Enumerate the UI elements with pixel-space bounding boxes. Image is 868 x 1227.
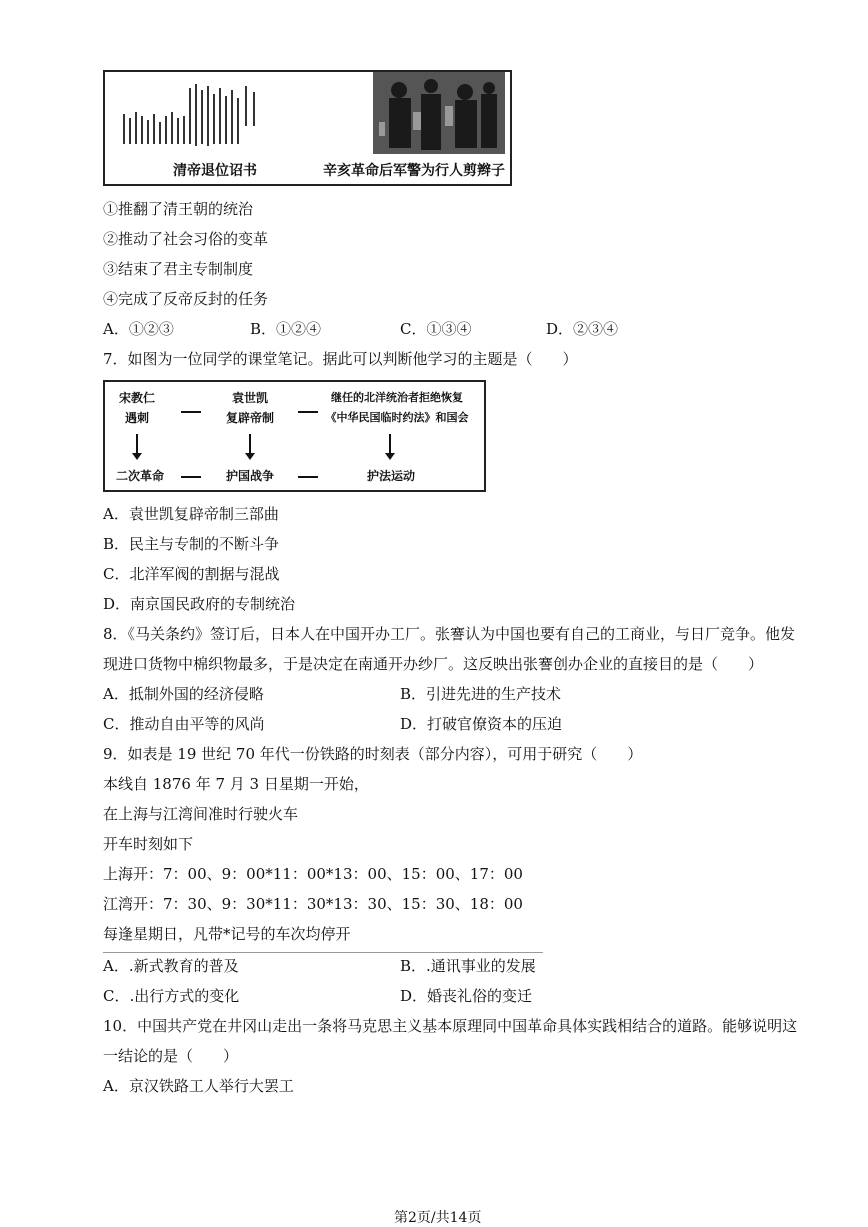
q9-option-c[interactable]: C．.出行方式的变化: [103, 987, 240, 1005]
q8-stem-line1: 8．《马关条约》签订后，日本人在中国开办工厂。张謇认为中国也要有自己的工商业，与日厂竞争。他发: [103, 625, 796, 643]
q6-option-a[interactable]: A．①②③: [103, 320, 174, 338]
flow-beiyang-refuse: 继任的北洋统治者拒绝恢复 《中华民国临时约法》和国会: [325, 391, 469, 424]
abdication-edict-image: [113, 76, 273, 160]
q9-stem: 9．如表是 19 世纪 70 年代一份铁路的时刻表（部分内容），可用于研究（ ）: [103, 745, 643, 763]
q8-option-d[interactable]: D．打破官僚资本的压迫: [400, 715, 563, 733]
q10-stem-line2: 一结论的是（ ）: [103, 1047, 239, 1065]
arrow-right-4: [298, 476, 318, 478]
q9-timetable-divider: [103, 952, 543, 953]
arrow-right-1: [181, 411, 201, 413]
q8-option-a[interactable]: A．抵制外国的经济侵略: [103, 685, 264, 703]
q7-option-b[interactable]: B．民主与专制的不断斗争: [103, 535, 280, 553]
q7-option-d[interactable]: D．南京国民政府的专制统治: [103, 595, 296, 613]
arrow-right-3: [181, 476, 201, 478]
q6-option-b[interactable]: B．①②④: [250, 320, 322, 338]
q10-stem-line1: 10．中国共产党在井冈山走出一条将马克思主义基本原理同中国革命具体实践相结合的道路。能够说明这: [103, 1017, 798, 1035]
flow-constitution-protection: 护法运动: [366, 469, 415, 483]
figure-abdication-photo: [103, 70, 512, 186]
q8-option-b[interactable]: B．引进先进的生产技术: [400, 685, 562, 703]
q6-statement-1: ①推翻了清王朝的统治: [103, 200, 254, 218]
q6-option-d[interactable]: D．②③④: [546, 320, 619, 338]
q7-flow-diagram: [103, 380, 486, 492]
arrow-down-1: [136, 434, 138, 454]
q9-option-a[interactable]: A．.新式教育的普及: [103, 957, 239, 975]
q9-timetable-line-6: 每逢星期日，凡带*记号的车次均停开: [103, 925, 351, 943]
caption-queue-cutting: 辛亥革命后军警为行人剪辫子: [323, 163, 505, 179]
flow-national-protection-war: 护国战争: [225, 469, 274, 483]
q6-statement-3: ③结束了君主专制制度: [103, 260, 254, 278]
q8-stem-line2: 现进口货物中棉织物最多，于是决定在南通开办纱厂。这反映出张謇创办企业的直接目的是（ ）: [103, 655, 764, 673]
q7-option-a[interactable]: A．袁世凯复辟帝制三部曲: [103, 505, 279, 523]
q9-timetable-line-2: 在上海与江湾间准时行驶火车: [103, 805, 299, 823]
q9-option-d[interactable]: D．婚丧礼俗的变迁: [400, 987, 533, 1005]
caption-abdication-edict: 清帝退位诏书: [173, 163, 257, 179]
flow-second-revolution: 二次革命: [115, 469, 164, 483]
q9-option-b[interactable]: B．.通讯事业的发展: [400, 957, 536, 975]
q9-timetable-line-4: 上海开：7：00、9：00*11：00*13：00、15：00、17：00: [103, 865, 523, 883]
arrow-down-2: [249, 434, 251, 454]
flow-song-jiaoren: 宋教仁 遇刺: [118, 391, 155, 425]
q8-option-c[interactable]: C．推动自由平等的风尚: [103, 715, 265, 733]
page-number: 第2页/共14页: [394, 1210, 482, 1226]
queue-cutting-photo: [369, 72, 509, 156]
q10-option-a[interactable]: A．京汉铁路工人举行大罢工: [103, 1077, 294, 1095]
q6-option-c[interactable]: C．①③④: [400, 320, 472, 338]
q9-timetable-line-1: 本线自 1876 年 7 月 3 日星期一开始，: [103, 775, 369, 793]
q7-option-c[interactable]: C．北洋军阀的割据与混战: [103, 565, 280, 583]
q7-stem: 7．如图为一位同学的课堂笔记。据此可以判断他学习的主题是（ ）: [103, 350, 578, 368]
flow-yuan-shikai: 袁世凯 复辟帝制: [225, 391, 274, 425]
q6-statement-4: ④完成了反帝反封的任务: [103, 290, 269, 308]
arrow-down-3: [389, 434, 391, 454]
q9-timetable-line-3: 开车时刻如下: [103, 835, 194, 853]
q6-statement-2: ②推动了社会习俗的变革: [103, 230, 269, 248]
q9-timetable-line-5: 江湾开：7：30、9：30*11：30*13：30、15：30、18：00: [103, 895, 523, 913]
